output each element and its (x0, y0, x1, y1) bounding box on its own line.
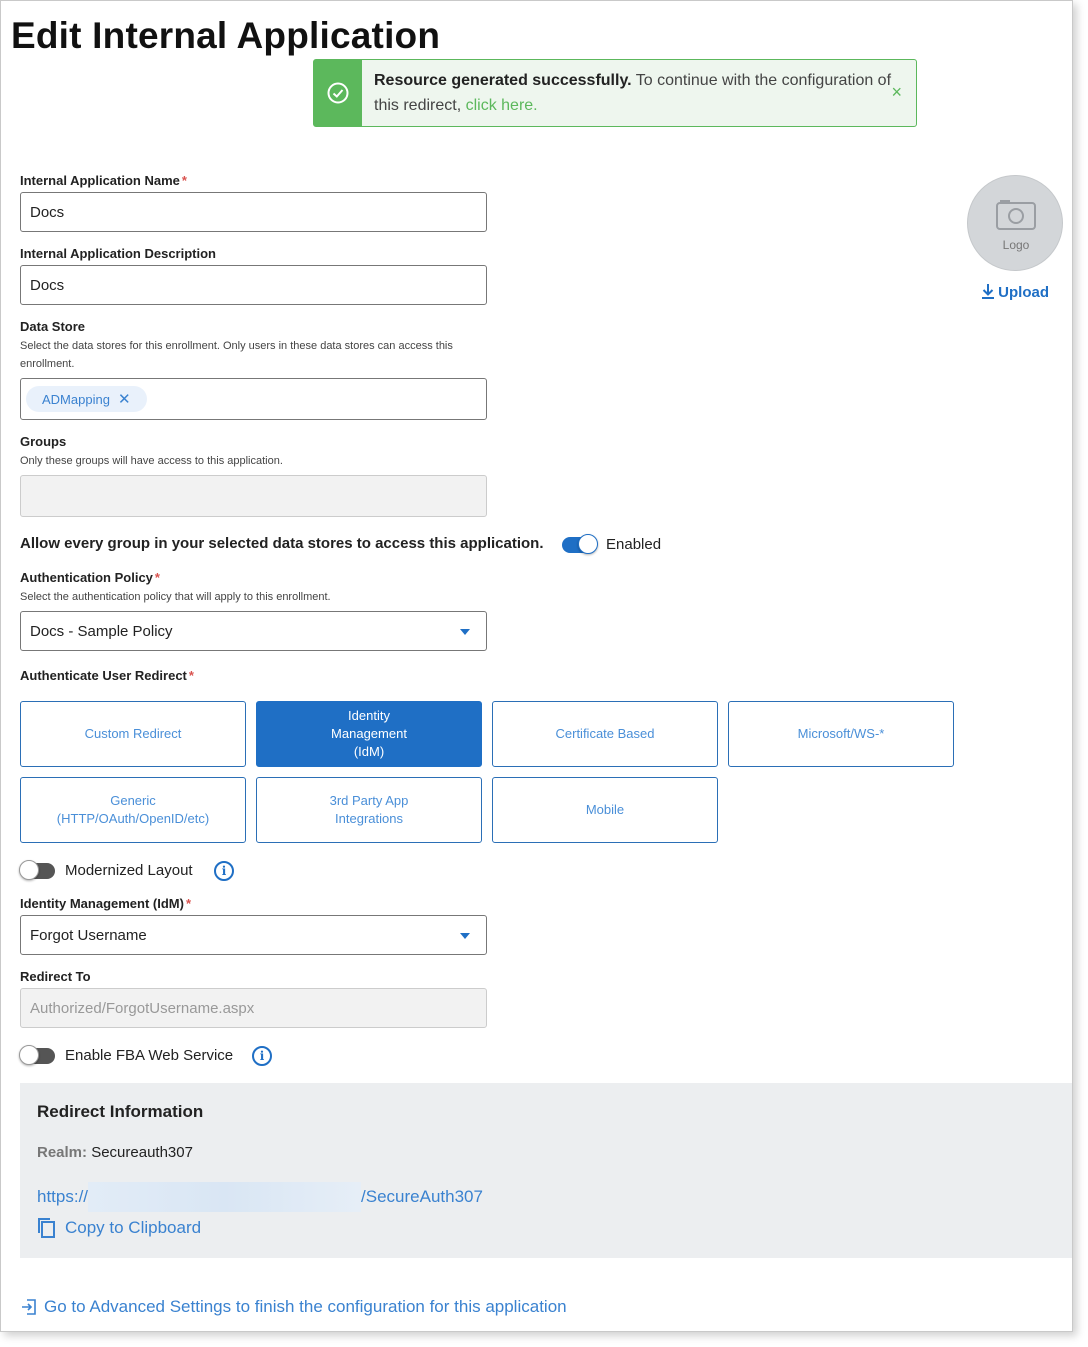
check-circle-icon (314, 60, 362, 126)
realm-row: Realm: Secureauth307 (37, 1144, 193, 1161)
redirect-option-certificate[interactable]: Certificate Based (492, 701, 718, 767)
close-icon[interactable]: × (891, 82, 902, 102)
redirect-option-mobile[interactable]: Mobile (492, 777, 718, 843)
data-store-hint: Select the data stores for this enrollment. Only users in these data stores can access this enrollment. (20, 340, 453, 370)
description-label: Internal Application Description (20, 246, 216, 261)
logo-placeholder[interactable] (967, 175, 1063, 271)
download-icon (982, 284, 994, 299)
redirect-option-idm[interactable]: Identity Management (IdM) (256, 701, 482, 767)
data-store-label: Data Store (20, 319, 86, 334)
description-input[interactable]: Docs (20, 265, 487, 305)
redacted-host (88, 1182, 361, 1212)
redirect-option-generic[interactable]: Generic (HTTP/OAuth/OpenID/etc) (20, 777, 246, 843)
copy-icon (37, 1217, 57, 1239)
redirect-to-input: Authorized/ForgotUsername.aspx (20, 988, 487, 1028)
data-store-chip: ADMapping ✕ (26, 386, 147, 412)
success-toast (313, 59, 917, 127)
remove-chip-icon[interactable]: ✕ (117, 391, 131, 408)
info-icon[interactable]: i (252, 1046, 272, 1066)
allow-all-groups-status: Enabled (606, 536, 662, 553)
idm-label: Identity Management (IdM) * (20, 896, 192, 911)
redirect-option-microsoft[interactable]: Microsoft/WS-* (728, 701, 954, 767)
redirect-option-3rd-party[interactable]: 3rd Party App Integrations (256, 777, 482, 843)
auth-policy-hint: Select the authentication policy that will apply to this enrollment. (20, 591, 331, 603)
modernized-layout-label: Modernized Layout (65, 862, 193, 879)
info-icon[interactable]: i (214, 861, 234, 881)
chevron-down-icon (460, 629, 470, 635)
toast-click-here-link[interactable]: click here. (465, 97, 538, 114)
toast-text: To continue with the configuration of this redirect, (374, 72, 892, 114)
redirect-url-link[interactable]: https:// /SecureAuth307 (37, 1182, 483, 1212)
logo-label: Logo (1002, 238, 1030, 252)
data-store-input[interactable] (20, 378, 487, 420)
groups-hint: Only these groups will have access to this application. (20, 455, 283, 467)
redirect-info-panel (20, 1083, 1073, 1258)
redirect-to-label: Redirect To (20, 969, 91, 984)
auth-policy-select[interactable]: Docs - Sample Policy (20, 611, 487, 651)
chevron-down-icon (460, 933, 470, 939)
enter-icon (21, 1299, 37, 1315)
allow-all-groups-toggle[interactable] (562, 537, 596, 553)
name-input[interactable]: Docs (20, 192, 487, 232)
fba-web-service-label: Enable FBA Web Service (65, 1047, 234, 1064)
idm-select[interactable]: Forgot Username (20, 915, 487, 955)
redirect-option-custom[interactable]: Custom Redirect (20, 701, 246, 767)
groups-label: Groups (20, 434, 67, 449)
toast-message (362, 60, 916, 126)
camera-icon (996, 200, 1036, 230)
redirect-type-label: Authenticate User Redirect * (20, 668, 194, 683)
redirect-info-title: Redirect Information (37, 1102, 204, 1121)
upload-label: Upload (998, 284, 1050, 301)
groups-input[interactable] (20, 475, 487, 517)
auth-policy-label: Authentication Policy * (20, 570, 160, 585)
name-label: Internal Application Name * (20, 173, 187, 188)
copy-to-clipboard-button[interactable]: Copy to Clipboard (37, 1217, 201, 1239)
fba-web-service-toggle[interactable] (21, 1048, 55, 1064)
upload-button[interactable] (982, 284, 1049, 301)
page-title: Edit Internal Application (11, 15, 441, 56)
modernized-layout-toggle[interactable] (21, 863, 55, 879)
allow-all-groups-label: Allow every group in your selected data stores to access this application. (20, 535, 544, 552)
advanced-settings-link[interactable]: Go to Advanced Settings to finish the configuration for this application (21, 1297, 567, 1317)
toast-bold-text: Resource generated successfully. (374, 72, 632, 89)
